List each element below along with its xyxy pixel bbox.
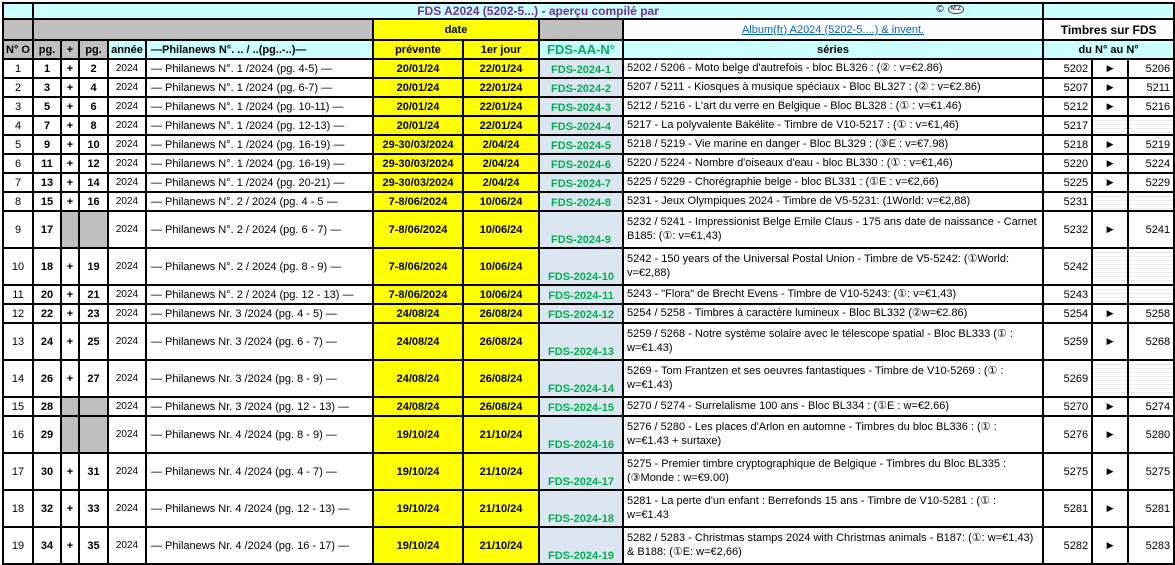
cell-page-left: 1 — [33, 59, 61, 78]
gray-band — [33, 19, 373, 40]
cell-fds-number: FDS-2024-9 — [539, 211, 623, 248]
cell-plus: + — [61, 490, 79, 527]
cell-stamp-from: 5242 — [1043, 248, 1092, 285]
album-link[interactable]: Album(fr) A2024 (5202-5....) & invent. — [741, 23, 925, 36]
cell-stamp-to: 5206 — [1128, 59, 1174, 78]
col-header-prevente: prévente — [373, 40, 463, 59]
cell-row-number: 10 — [3, 248, 33, 285]
cell-serie-description: 5232 / 5241 - Impressionist Belge Emile Claus - 175 ans date de naissance - Carnet B185: (①: v=€1,43) — [623, 211, 1043, 248]
col-header-series: séries — [623, 40, 1043, 59]
table-row — [3, 59, 1174, 78]
cell-page-left: 7 — [33, 116, 61, 135]
table-row — [3, 323, 1174, 360]
cell-fds-number: FDS-2024-2 — [539, 78, 623, 97]
cell-prevente-date: 20/01/24 — [373, 78, 463, 97]
cell-annee: 2024 — [108, 360, 146, 397]
cell-stamp-to: 5283 — [1128, 527, 1174, 564]
cell-page-left: 32 — [33, 490, 61, 527]
sheet-title-cell — [33, 3, 1043, 19]
cell-annee: 2024 — [108, 173, 146, 192]
cell-philanews: — Philanews N°. 2 / 2024 (pg. 12 - 13) — — [146, 285, 373, 304]
cell-fds-number: FDS-2024-11 — [539, 285, 623, 304]
cell-premier-jour-date: 22/01/24 — [463, 97, 539, 116]
cell-plus: + — [61, 360, 79, 397]
cell-prevente-date: 7-8/06/2024 — [373, 248, 463, 285]
cell-page-right: 16 — [79, 192, 108, 211]
cell-philanews: — Philanews N°. 2 / 2024 (pg. 4 - 5 — — [146, 192, 373, 211]
cell-plus: + — [61, 527, 79, 564]
table-row — [3, 211, 1174, 248]
cell-premier-jour-date: 26/08/24 — [463, 304, 539, 323]
cell-row-number: 1 — [3, 59, 33, 78]
cell-page-right: 35 — [79, 527, 108, 564]
arrow-right-icon: ▶ — [1092, 97, 1128, 116]
cell-serie-description: 5282 / 5283 - Christmas stamps 2024 with Christmas animals - B187: (①: w=€1,43) & B188: (①E: w=€2,66) — [623, 527, 1043, 564]
cell-stamp-to — [1128, 285, 1174, 304]
gray-band-fds — [539, 19, 623, 40]
album-link-cell — [623, 19, 1043, 40]
cell-annee: 2024 — [108, 248, 146, 285]
arrow-right-icon: ▶ — [1092, 154, 1128, 173]
cell-fds-number: FDS-2024-7 — [539, 173, 623, 192]
cell-page-left: 34 — [33, 527, 61, 564]
cell-fds-number: FDS-2024-19 — [539, 527, 623, 564]
cell-page-left: 17 — [33, 211, 61, 248]
cell-stamp-to: 5268 — [1128, 323, 1174, 360]
table-row — [3, 192, 1174, 211]
cell-plus: + — [61, 323, 79, 360]
cell-premier-jour-date: 26/08/24 — [463, 360, 539, 397]
cell-fds-number: FDS-2024-17 — [539, 453, 623, 490]
table-row — [3, 248, 1174, 285]
cell-row-number: 15 — [3, 397, 33, 416]
cell-row-number: 14 — [3, 360, 33, 397]
cell-page-right: 4 — [79, 78, 108, 97]
cell-annee: 2024 — [108, 285, 146, 304]
cell-stamp-to: 5275 — [1128, 453, 1174, 490]
corner-cell — [3, 3, 33, 19]
table-row — [3, 285, 1174, 304]
arrow-right-icon: ▶ — [1092, 323, 1128, 360]
date-header: date — [373, 19, 539, 40]
cell-page-right: 25 — [79, 323, 108, 360]
cell-prevente-date: 19/10/24 — [373, 527, 463, 564]
table-row — [3, 116, 1174, 135]
cell-stamp-to — [1128, 248, 1174, 285]
cell-stamp-to: 5274 — [1128, 397, 1174, 416]
cell-stamp-to — [1128, 192, 1174, 211]
arrow-right-icon: ▶ — [1092, 304, 1128, 323]
gray-band-left — [3, 19, 33, 40]
cell-serie-description: 5225 / 5229 - Chorégraphie belge - bloc BL331 : (①E : v=€2,66) — [623, 173, 1043, 192]
cell-premier-jour-date: 26/08/24 — [463, 323, 539, 360]
cell-serie-description: 5217 - La polyvalente Bakélite - Timbre de V10-5217 : (① : v=€1,46) — [623, 116, 1043, 135]
column-header-row — [3, 40, 1174, 59]
cell-annee: 2024 — [108, 59, 146, 78]
cell-serie-description: 5269 - Tom Frantzen et ses oeuvres fantastiques - Timbre de V10-5269 : (① : w=€1.43) — [623, 360, 1043, 397]
cell-stamp-to: 5229 — [1128, 173, 1174, 192]
cell-stamp-to: 5216 — [1128, 97, 1174, 116]
cell-stamp-from: 5231 — [1043, 192, 1092, 211]
cell-serie-description: 5259 / 5268 - Notre système solaire avec le télescope spatial - Bloc BL333 (① : w=€1.43) — [623, 323, 1043, 360]
cell-prevente-date: 29-30/03/2024 — [373, 154, 463, 173]
cell-stamp-from: 5218 — [1043, 135, 1092, 154]
cell-page-left: 18 — [33, 248, 61, 285]
cell-philanews: — Philanews Nr. 4 /2024 (pg. 4 - 7) — — [146, 453, 373, 490]
cell-serie-description: 5242 - 150 years of the Universal Postal Union - Timbre de V5-5242: (①World: v=€2,88) — [623, 248, 1043, 285]
cell-prevente-date: 29-30/03/2024 — [373, 173, 463, 192]
cell-stamp-from: 5243 — [1043, 285, 1092, 304]
cell-philanews: — Philanews Nr. 3 /2024 (pg. 8 - 9) — — [146, 360, 373, 397]
cell-annee: 2024 — [108, 116, 146, 135]
cell-page-right: 31 — [79, 453, 108, 490]
cell-prevente-date: 20/01/24 — [373, 116, 463, 135]
arrow-right-icon: ▶ — [1092, 211, 1128, 248]
cell-page-right: 12 — [79, 154, 108, 173]
cell-premier-jour-date: 10/06/24 — [463, 211, 539, 248]
col-header-philanews: —Philanews N°. .. / ..(pg..-..)— — [146, 40, 373, 59]
table-row — [3, 97, 1174, 116]
cell-page-right — [79, 416, 108, 453]
cell-row-number: 6 — [3, 154, 33, 173]
cell-page-left: 28 — [33, 397, 61, 416]
cell-stamp-from: 5207 — [1043, 78, 1092, 97]
cell-stamp-from: 5202 — [1043, 59, 1092, 78]
cell-serie-description: 5218 / 5219 - Vie marine en danger - Bloc BL329 : (③E : v=€7.98) — [623, 135, 1043, 154]
cell-annee: 2024 — [108, 397, 146, 416]
cell-row-number: 19 — [3, 527, 33, 564]
cell-stamp-from: 5281 — [1043, 490, 1092, 527]
cell-premier-jour-date: 21/10/24 — [463, 416, 539, 453]
cell-fds-number: FDS-2024-1 — [539, 59, 623, 78]
cell-stamp-from: 5212 — [1043, 97, 1092, 116]
cell-stamp-to — [1128, 360, 1174, 397]
cell-philanews: — Philanews N°. 1 /2024 (pg. 16-19) — — [146, 135, 373, 154]
cell-annee: 2024 — [108, 453, 146, 490]
cell-row-number: 12 — [3, 304, 33, 323]
cell-stamp-to: 5241 — [1128, 211, 1174, 248]
cell-fds-number: FDS-2024-12 — [539, 304, 623, 323]
cell-plus: + — [61, 453, 79, 490]
cell-prevente-date: 19/10/24 — [373, 416, 463, 453]
cell-page-right: 6 — [79, 97, 108, 116]
cell-serie-description: 5254 / 5258 - Timbres à caractère lumineux - Bloc BL332 (②w=€2.86) — [623, 304, 1043, 323]
cell-row-number: 18 — [3, 490, 33, 527]
cell-row-number: 5 — [3, 135, 33, 154]
cell-annee: 2024 — [108, 154, 146, 173]
cell-stamp-to: 5224 — [1128, 154, 1174, 173]
cell-page-left: 26 — [33, 360, 61, 397]
cell-premier-jour-date: 21/10/24 — [463, 490, 539, 527]
cell-page-right: 33 — [79, 490, 108, 527]
cell-row-number: 16 — [3, 416, 33, 453]
cell-plus — [61, 397, 79, 416]
col-header-no: N° O — [3, 40, 33, 59]
table-row — [3, 135, 1174, 154]
cell-row-number: 3 — [3, 97, 33, 116]
arrow-right-icon: ▶ — [1092, 527, 1128, 564]
col-header-pg-left: pg. — [33, 40, 61, 59]
col-header-fds-number: FDS-AA-N° — [539, 40, 623, 59]
cell-serie-description: 5281 - La perte d'un enfant : Berrefonds 15 ans - Timbre de V10-5281 : (① : w=€1.43 — [623, 490, 1043, 527]
cell-fds-number: FDS-2024-3 — [539, 97, 623, 116]
cell-philanews: — Philanews N°. 1 /2024 (pg. 10-11) — — [146, 97, 373, 116]
arrow-right-icon: ▶ — [1092, 416, 1128, 453]
cell-premier-jour-date: 21/10/24 — [463, 527, 539, 564]
cell-page-right: 27 — [79, 360, 108, 397]
cell-premier-jour-date: 2/04/24 — [463, 154, 539, 173]
cell-stamp-to: 5258 — [1128, 304, 1174, 323]
cell-prevente-date: 24/08/24 — [373, 304, 463, 323]
cell-plus: + — [61, 173, 79, 192]
cell-plus: + — [61, 116, 79, 135]
col-header-pg-right: pg. — [79, 40, 108, 59]
cell-stamp-from: 5217 — [1043, 116, 1092, 135]
col-header-annee: année — [108, 40, 146, 59]
table-row — [3, 154, 1174, 173]
cell-prevente-date: 24/08/24 — [373, 397, 463, 416]
compiler-badge-icon: M.Z — [948, 5, 964, 14]
cell-prevente-date: 7-8/06/2024 — [373, 192, 463, 211]
cell-page-left: 5 — [33, 97, 61, 116]
cell-serie-description: 5202 / 5206 - Moto belge d'autrefois - bloc BL326 : (② : v=€2.86) — [623, 59, 1043, 78]
cell-row-number: 4 — [3, 116, 33, 135]
table-row — [3, 453, 1174, 490]
cell-serie-description: 5231 - Jeux Olympiques 2024 - Timbre de V5-5231: (1World: v=€2,88) — [623, 192, 1043, 211]
cell-fds-number: FDS-2024-18 — [539, 490, 623, 527]
cell-premier-jour-date: 10/06/24 — [463, 192, 539, 211]
cell-page-right — [79, 211, 108, 248]
cell-stamp-to: 5211 — [1128, 78, 1174, 97]
cell-philanews: — Philanews N°. 1 /2024 (pg. 20-21) — — [146, 173, 373, 192]
title-row-right-spacer — [1043, 3, 1174, 19]
cell-row-number: 7 — [3, 173, 33, 192]
cell-plus: + — [61, 285, 79, 304]
cell-row-number: 9 — [3, 211, 33, 248]
cell-premier-jour-date: 10/06/24 — [463, 285, 539, 304]
table-row — [3, 527, 1174, 564]
arrow-right-icon: ▶ — [1092, 397, 1128, 416]
arrow-right-icon — [1092, 116, 1128, 135]
arrow-right-icon: ▶ — [1092, 453, 1128, 490]
arrow-right-icon — [1092, 360, 1128, 397]
cell-prevente-date: 24/08/24 — [373, 360, 463, 397]
cell-fds-number: FDS-2024-10 — [539, 248, 623, 285]
cell-stamp-from: 5225 — [1043, 173, 1092, 192]
cell-annee: 2024 — [108, 490, 146, 527]
cell-philanews: — Philanews N°. 2 / 2024 (pg. 8 - 9) — — [146, 248, 373, 285]
cell-page-left: 11 — [33, 154, 61, 173]
cell-row-number: 13 — [3, 323, 33, 360]
cell-philanews: — Philanews Nr. 4 /2024 (pg. 16 - 17) — — [146, 527, 373, 564]
cell-fds-number: FDS-2024-16 — [539, 416, 623, 453]
cell-serie-description: 5276 / 5280 - Les places d'Arlon en automne - Timbres du bloc BL336 : (① : w=€1.43 + surtaxe) — [623, 416, 1043, 453]
cell-plus: + — [61, 78, 79, 97]
cell-prevente-date: 29-30/03/2024 — [373, 135, 463, 154]
cell-fds-number: FDS-2024-13 — [539, 323, 623, 360]
cell-premier-jour-date: 10/06/24 — [463, 248, 539, 285]
cell-premier-jour-date: 21/10/24 — [463, 453, 539, 490]
cell-premier-jour-date: 2/04/24 — [463, 173, 539, 192]
cell-page-left: 30 — [33, 453, 61, 490]
table-row — [3, 78, 1174, 97]
cell-serie-description: 5275 - Premier timbre cryptographique de Belgique - Timbres du Bloc BL335 : (③Monde : w=€9.00) — [623, 453, 1043, 490]
cell-philanews: — Philanews N°. 1 /2024 (pg. 12-13) — — [146, 116, 373, 135]
cell-philanews: — Philanews Nr. 3 /2024 (pg. 12 - 13) — — [146, 397, 373, 416]
cell-plus — [61, 211, 79, 248]
cell-page-right: 2 — [79, 59, 108, 78]
cell-premier-jour-date: 22/01/24 — [463, 78, 539, 97]
cell-fds-number: FDS-2024-15 — [539, 397, 623, 416]
col-header-premier-jour: 1er jour — [463, 40, 539, 59]
cell-philanews: — Philanews N°. 2 / 2024 (pg. 6 - 7) — — [146, 211, 373, 248]
cell-page-left: 3 — [33, 78, 61, 97]
cell-annee: 2024 — [108, 304, 146, 323]
cell-plus: + — [61, 248, 79, 285]
cell-prevente-date: 19/10/24 — [373, 453, 463, 490]
cell-stamp-from: 5259 — [1043, 323, 1092, 360]
cell-premier-jour-date: 26/08/24 — [463, 397, 539, 416]
cell-annee: 2024 — [108, 211, 146, 248]
col-header-du-au: du N° au N° — [1043, 40, 1174, 59]
arrow-right-icon — [1092, 285, 1128, 304]
cell-page-right: 8 — [79, 116, 108, 135]
cell-annee: 2024 — [108, 323, 146, 360]
cell-stamp-from: 5254 — [1043, 304, 1092, 323]
cell-annee: 2024 — [108, 97, 146, 116]
cell-philanews: — Philanews Nr. 3 /2024 (pg. 6 - 7) — — [146, 323, 373, 360]
cell-plus — [61, 416, 79, 453]
cell-serie-description: 5270 / 5274 - Surrelalisme 100 ans - Bloc BL334 : (①E : w=€2.66) — [623, 397, 1043, 416]
cell-page-right: 23 — [79, 304, 108, 323]
col-header-plus: + — [61, 40, 79, 59]
compiler-icons — [936, 4, 964, 15]
cell-philanews: — Philanews Nr. 4 /2024 (pg. 8 - 9) — — [146, 416, 373, 453]
cell-page-left: 24 — [33, 323, 61, 360]
cell-stamp-from: 5270 — [1043, 397, 1092, 416]
sheet-title: FDS A2024 (5202-5...) - aperçu compilé par — [417, 4, 659, 18]
cell-plus: + — [61, 154, 79, 173]
cell-prevente-date: 7-8/06/2024 — [373, 211, 463, 248]
cell-row-number: 2 — [3, 78, 33, 97]
cell-row-number: 8 — [3, 192, 33, 211]
subheader-row — [3, 19, 1174, 40]
table-row — [3, 360, 1174, 397]
cell-prevente-date: 7-8/06/2024 — [373, 285, 463, 304]
cell-serie-description: 5212 / 5216 - L'art du verre en Belgique - Bloc BL328 : (① : v=€1.46) — [623, 97, 1043, 116]
cell-philanews: — Philanews Nr. 4 /2024 (pg. 12 - 13) — — [146, 490, 373, 527]
cell-philanews: — Philanews N°. 1 /2024 (pg. 6-7) — — [146, 78, 373, 97]
cell-premier-jour-date: 22/01/24 — [463, 59, 539, 78]
arrow-right-icon: ▶ — [1092, 173, 1128, 192]
cell-stamp-from: 5276 — [1043, 416, 1092, 453]
table-row — [3, 304, 1174, 323]
cell-premier-jour-date: 2/04/24 — [463, 135, 539, 154]
cell-serie-description: 5207 / 5211 - Kiosques à musique spéciaux - Bloc BL327 : (② : v=€2.86) — [623, 78, 1043, 97]
cell-fds-number: FDS-2024-5 — [539, 135, 623, 154]
cell-page-left: 20 — [33, 285, 61, 304]
arrow-right-icon: ▶ — [1092, 78, 1128, 97]
cell-stamp-from: 5269 — [1043, 360, 1092, 397]
arrow-right-icon: ▶ — [1092, 59, 1128, 78]
cell-plus: + — [61, 135, 79, 154]
cell-stamp-from: 5275 — [1043, 453, 1092, 490]
cell-stamp-to: 5219 — [1128, 135, 1174, 154]
timbres-header: Timbres sur FDS — [1043, 19, 1174, 40]
cell-row-number: 11 — [3, 285, 33, 304]
cell-plus: + — [61, 59, 79, 78]
cell-page-right: 21 — [79, 285, 108, 304]
arrow-right-icon: ▶ — [1092, 135, 1128, 154]
cell-page-right — [79, 397, 108, 416]
cell-stamp-from: 5232 — [1043, 211, 1092, 248]
cell-page-right: 19 — [79, 248, 108, 285]
cell-stamp-to: 5281 — [1128, 490, 1174, 527]
cell-prevente-date: 24/08/24 — [373, 323, 463, 360]
cell-annee: 2024 — [108, 192, 146, 211]
table-row — [3, 397, 1174, 416]
cell-annee: 2024 — [108, 416, 146, 453]
title-row — [3, 3, 1174, 19]
cell-page-right: 14 — [79, 173, 108, 192]
table-row — [3, 416, 1174, 453]
cell-fds-number: FDS-2024-14 — [539, 360, 623, 397]
cell-annee: 2024 — [108, 135, 146, 154]
cell-annee: 2024 — [108, 78, 146, 97]
cell-serie-description: 5243 - "Flora" de Brecht Evens - Timbre de V10-5243: (①: v=€1,43) — [623, 285, 1043, 304]
cell-plus: + — [61, 304, 79, 323]
cell-stamp-to — [1128, 116, 1174, 135]
cell-fds-number: FDS-2024-8 — [539, 192, 623, 211]
cell-fds-number: FDS-2024-4 — [539, 116, 623, 135]
table-row — [3, 173, 1174, 192]
cell-philanews: — Philanews N°. 1 /2024 (pg. 16-19) — — [146, 154, 373, 173]
cell-philanews: — Philanews Nr. 3 /2024 (pg. 4 - 5) — — [146, 304, 373, 323]
cell-page-right: 10 — [79, 135, 108, 154]
cell-page-left: 22 — [33, 304, 61, 323]
cell-page-left: 29 — [33, 416, 61, 453]
cell-plus: + — [61, 97, 79, 116]
cell-prevente-date: 20/01/24 — [373, 59, 463, 78]
cell-page-left: 15 — [33, 192, 61, 211]
cell-serie-description: 5220 / 5224 - Nombre d'oiseaux d'eau - bloc BL330 : (① : v=€1,46) — [623, 154, 1043, 173]
cell-stamp-from: 5220 — [1043, 154, 1092, 173]
table-row — [3, 490, 1174, 527]
cell-page-left: 13 — [33, 173, 61, 192]
cell-row-number: 17 — [3, 453, 33, 490]
cell-fds-number: FDS-2024-6 — [539, 154, 623, 173]
cell-page-left: 9 — [33, 135, 61, 154]
arrow-right-icon — [1092, 192, 1128, 211]
cell-stamp-from: 5282 — [1043, 527, 1092, 564]
cell-stamp-to: 5280 — [1128, 416, 1174, 453]
arrow-right-icon: ▶ — [1092, 490, 1128, 527]
cell-annee: 2024 — [108, 527, 146, 564]
arrow-right-icon — [1092, 248, 1128, 285]
copyright-icon: © — [936, 4, 944, 15]
fds-overview-table — [2, 2, 1175, 565]
cell-philanews: — Philanews N°. 1 /2024 (pg. 4-5) — — [146, 59, 373, 78]
cell-premier-jour-date: 22/01/24 — [463, 116, 539, 135]
cell-prevente-date: 20/01/24 — [373, 97, 463, 116]
cell-plus: + — [61, 192, 79, 211]
cell-prevente-date: 19/10/24 — [373, 490, 463, 527]
